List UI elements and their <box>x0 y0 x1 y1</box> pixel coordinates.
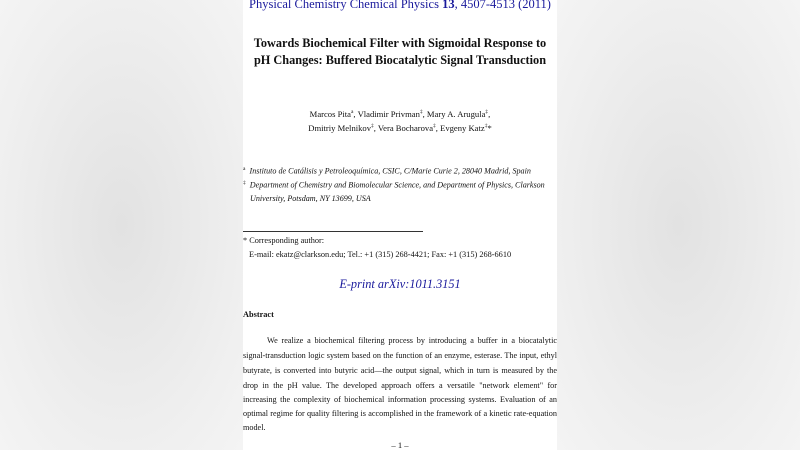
abstract-line: signal-transduction logic system based on the function of an enzyme, esterase. The input, ethyl <box>243 351 557 360</box>
abstract-heading: Abstract <box>243 310 274 319</box>
corresponding-author-contact[interactable]: E-mail: ekatz@clarkson.edu; Tel.: +1 (315) 268-4421; Fax: +1 (315) 268-6610 <box>249 250 512 259</box>
abstract-line: butyrate, is converted into butyric acid—the output signal, which in turn is measured by the <box>243 366 557 375</box>
footnote-rule <box>243 231 423 232</box>
author-line-2: Dmitriy Melnikov‡, Vera Bocharova‡, Evgeny Katz‡* <box>308 123 492 133</box>
document-page <box>243 0 557 450</box>
affiliation-1: $^a$ Instituto de Catálisis y Petroleoquímica, CSIC, C/Marie Curie 2, 28040 Madrid, Spain <box>243 166 531 176</box>
author-line-1: Marcos Pita$^a$, Vladimir Privman‡, Mary A. Arugula‡, <box>309 109 491 119</box>
abstract-line: increasing the complexity of biochemical information processing systems. Evaluation of an <box>243 395 557 404</box>
eprint-link[interactable]: E-print arXiv:1011.3151 <box>339 277 461 291</box>
page-number: – 1 – <box>391 440 409 450</box>
affiliation-2-continued: University, Potsdam, NY 13699, USA <box>250 194 371 203</box>
journal-name: Physical Chemistry Chemical Physics <box>249 0 439 11</box>
abstract-line: model. <box>243 423 266 432</box>
journal-pages-year: , 4507-4513 (2011) <box>454 0 551 11</box>
affiliation-2: ‡ Department of Chemistry and Biomolecular Science, and Department of Physics, Clarkson <box>243 180 545 190</box>
abstract-line: drop in the pH value. The developed approach offers a versatile "network element" for <box>243 381 557 390</box>
paper-title-line-2: pH Changes: Buffered Biocatalytic Signal Transduction <box>253 53 547 67</box>
journal-citation[interactable] <box>243 0 557 12</box>
paper-title-line-1: Towards Biochemical Filter with Sigmoidal Response to <box>253 36 547 50</box>
abstract-line: We realize a biochemical filtering process by introducing a buffer in a biocatalytic <box>267 336 557 345</box>
background-right <box>557 0 800 450</box>
corresponding-author-label: * Corresponding author: <box>243 236 325 245</box>
abstract-line: optimal regime for quality filtering is accomplished in the framework of a kinetic rate-equation <box>243 409 557 418</box>
journal-volume: 13 <box>442 0 455 11</box>
background-left <box>0 0 243 450</box>
